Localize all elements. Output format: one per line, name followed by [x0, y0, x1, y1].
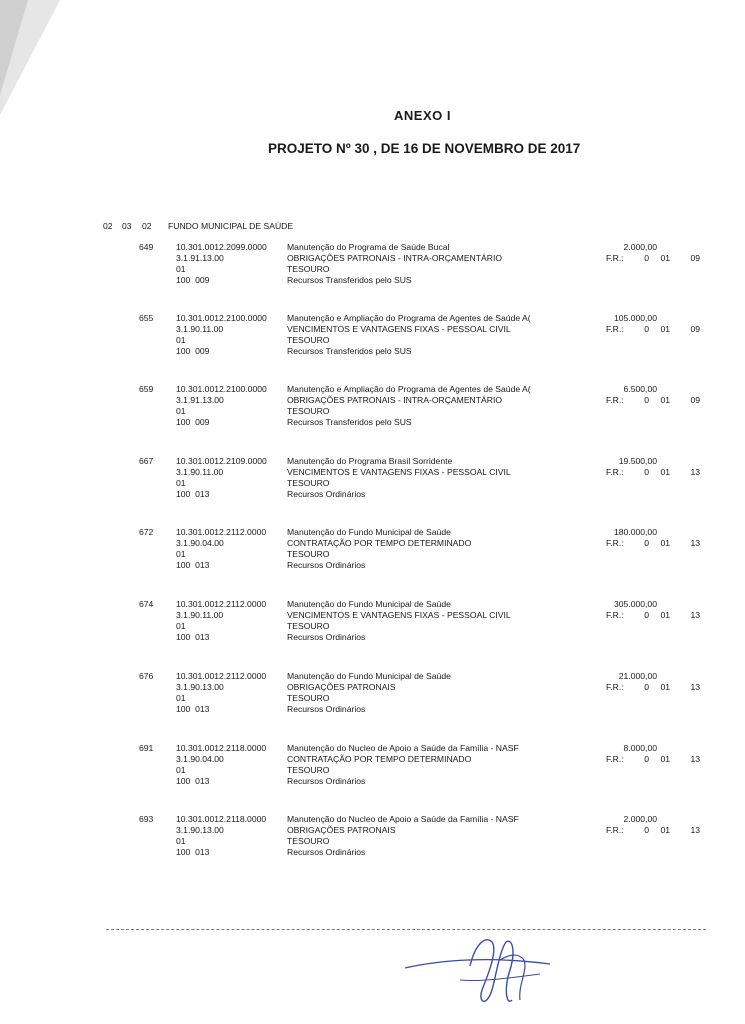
entry-number: 659 [139, 384, 154, 394]
entry-element-code: 3.1.90.04.00 [176, 754, 224, 764]
fund-code-1: 02 [103, 221, 113, 231]
entry-program-desc: Manutenção e Ampliação do Programa de Agentes de Saúde A( [287, 313, 531, 323]
entry-resource-code: 100 009 [176, 417, 210, 427]
entry-program-desc: Manutenção do Nucleo de Apoio a Saúde da Família - NASF [287, 743, 519, 753]
page-corner-fold [0, 0, 28, 95]
entry-program-code: 10.301.0012.2112.0000 [176, 599, 267, 609]
fr-1: 0 [644, 610, 649, 620]
entry-source-desc: TESOURO [287, 549, 330, 559]
fund-header [103, 221, 293, 231]
signature-mark [400, 930, 570, 1015]
entry-source-code: 01 [176, 765, 186, 775]
fr-3: 13 [690, 825, 700, 835]
entry-number: 672 [139, 527, 154, 537]
entry-element-code: 3.1.91.13.00 [176, 395, 224, 405]
entry-element-desc: OBRIGAÇÕES PATRONAIS - INTRA-ORÇAMENTÁRIO [287, 253, 503, 263]
entry-element-code: 3.1.90.11.00 [176, 324, 224, 334]
entry-fr [606, 610, 700, 621]
entry-amount: 8.000,00 [623, 743, 657, 753]
entry-resource-desc: Recursos Transferidos pelo SUS [287, 417, 412, 427]
entry-resource-desc: Recursos Ordinários [287, 704, 366, 714]
entry-fr [606, 754, 700, 765]
entry-source-code: 01 [176, 693, 186, 703]
entry-source-desc: TESOURO [287, 264, 330, 274]
entry-resource-desc: Recursos Ordinários [287, 776, 366, 786]
entry-source-desc: TESOURO [287, 621, 330, 631]
entry-amount: 19.500,00 [618, 456, 657, 466]
entry-source-code: 01 [176, 264, 186, 274]
entry-program-code: 10.301.0012.2118.0000 [176, 814, 267, 824]
fr-2: 01 [660, 253, 670, 263]
fr-3: 09 [690, 324, 700, 334]
entry-source-desc: TESOURO [287, 478, 330, 488]
entry-resource-desc: Recursos Ordinários [287, 632, 366, 642]
fr-2: 01 [660, 754, 670, 764]
fund-name: FUNDO MUNICIPAL DE SAÚDE [168, 221, 294, 231]
entry-source-code: 01 [176, 621, 186, 631]
entry-resource-desc: Recursos Ordinários [287, 560, 366, 570]
entry-resource-desc: Recursos Transferidos pelo SUS [287, 346, 412, 356]
fr-1: 0 [644, 395, 649, 405]
fr-2: 01 [660, 467, 670, 477]
entry-amount: 6.500,00 [623, 384, 657, 394]
entry-resource-code: 100 009 [176, 346, 210, 356]
entry-number: 649 [139, 242, 154, 252]
entry-element-code: 3.1.90.13.00 [176, 825, 224, 835]
fr-3: 13 [690, 754, 700, 764]
entry-amount: 2.000,00 [623, 242, 657, 252]
fr-2: 01 [660, 538, 670, 548]
fr-1: 0 [644, 825, 649, 835]
entry-fr [606, 324, 700, 335]
entry-amount: 305.000,00 [613, 599, 657, 609]
fr-label: F.R.: [606, 754, 624, 764]
fr-3: 13 [690, 610, 700, 620]
fr-3: 13 [690, 682, 700, 692]
entry-source-desc: TESOURO [287, 836, 330, 846]
entry-resource-code: 100 013 [176, 560, 210, 570]
entry-program-desc: Manutenção e Ampliação do Programa de Agentes de Saúde A( [287, 384, 531, 394]
page-subtitle: PROJETO Nº 30 , DE 16 DE NOVEMBRO DE 2017 [268, 141, 581, 156]
entry-fr [606, 682, 700, 693]
fr-label: F.R.: [606, 610, 624, 620]
fr-3: 09 [690, 395, 700, 405]
fr-2: 01 [660, 825, 670, 835]
entry-program-code: 10.301.0012.2100.0000 [176, 313, 267, 323]
fr-label: F.R.: [606, 825, 624, 835]
entry-amount: 105.000,00 [613, 313, 657, 323]
entry-resource-code: 100 013 [176, 632, 210, 642]
fr-2: 01 [660, 610, 670, 620]
fr-label: F.R.: [606, 682, 624, 692]
entry-element-desc: CONTRATAÇÃO POR TEMPO DETERMINADO [287, 538, 472, 548]
entry-source-code: 01 [176, 406, 186, 416]
fund-code-3: 02 [142, 221, 152, 231]
entry-source-code: 01 [176, 335, 186, 345]
entry-element-desc: VENCIMENTOS E VANTAGENS FIXAS - PESSOAL CIVIL [287, 324, 511, 334]
fr-3: 09 [690, 253, 700, 263]
entry-element-code: 3.1.90.13.00 [176, 682, 224, 692]
entry-element-desc: OBRIGAÇÕES PATRONAIS [287, 682, 396, 692]
entry-element-desc: OBRIGAÇÕES PATRONAIS [287, 825, 396, 835]
fr-label: F.R.: [606, 395, 624, 405]
entry-program-code: 10.301.0012.2112.0000 [176, 527, 267, 537]
fr-3: 13 [690, 467, 700, 477]
fr-1: 0 [644, 754, 649, 764]
entry-element-desc: OBRIGAÇÕES PATRONAIS - INTRA-ORÇAMENTÁRIO [287, 395, 503, 405]
entry-fr [606, 825, 700, 836]
entry-program-desc: Manutenção do Fundo Municipal de Saúde [287, 527, 451, 537]
fr-label: F.R.: [606, 324, 624, 334]
entry-resource-desc: Recursos Ordinários [287, 489, 366, 499]
entry-source-code: 01 [176, 478, 186, 488]
entry-program-desc: Manutenção do Fundo Municipal de Saúde [287, 671, 451, 681]
entry-program-code: 10.301.0012.2100.0000 [176, 384, 267, 394]
entry-source-desc: TESOURO [287, 765, 330, 775]
entry-number: 691 [139, 743, 154, 753]
entry-program-desc: Manutenção do Programa Brasil Sorridente [287, 456, 453, 466]
entry-element-code: 3.1.90.11.00 [176, 610, 224, 620]
entry-program-code: 10.301.0012.2099.0000 [176, 242, 267, 252]
fund-code-2: 03 [122, 221, 132, 231]
fr-3: 13 [690, 538, 700, 548]
entry-program-code: 10.301.0012.2109.0000 [176, 456, 267, 466]
entry-fr [606, 538, 700, 549]
entry-number: 676 [139, 671, 154, 681]
entry-element-desc: CONTRATAÇÃO POR TEMPO DETERMINADO [287, 754, 472, 764]
fr-1: 0 [644, 253, 649, 263]
entry-resource-code: 100 009 [176, 275, 210, 285]
entry-element-code: 3.1.91.13.00 [176, 253, 224, 263]
entry-source-code: 01 [176, 549, 186, 559]
entry-element-code: 3.1.90.11.00 [176, 467, 224, 477]
entry-source-code: 01 [176, 836, 186, 846]
page-title: ANEXO I [394, 108, 451, 123]
entry-program-code: 10.301.0012.2112.0000 [176, 671, 267, 681]
entry-number: 655 [139, 313, 154, 323]
entry-fr [606, 395, 700, 406]
entry-number: 693 [139, 814, 154, 824]
entry-resource-desc: Recursos Ordinários [287, 847, 366, 857]
entry-amount: 2.000,00 [623, 814, 657, 824]
fr-1: 0 [644, 467, 649, 477]
entry-fr [606, 467, 700, 478]
entry-source-desc: TESOURO [287, 335, 330, 345]
entry-number: 667 [139, 456, 154, 466]
entry-program-code: 10.301.0012.2118.0000 [176, 743, 267, 753]
entry-element-code: 3.1.90.04.00 [176, 538, 224, 548]
entry-resource-code: 100 013 [176, 847, 210, 857]
entry-resource-code: 100 013 [176, 489, 210, 499]
fr-label: F.R.: [606, 538, 624, 548]
fr-label: F.R.: [606, 467, 624, 477]
fr-1: 0 [644, 324, 649, 334]
entry-amount: 180.000,00 [613, 527, 657, 537]
fr-label: F.R.: [606, 253, 624, 263]
fr-1: 0 [644, 682, 649, 692]
entry-resource-desc: Recursos Transferidos pelo SUS [287, 275, 412, 285]
entry-source-desc: TESOURO [287, 406, 330, 416]
entry-program-desc: Manutenção do Nucleo de Apoio a Saúde da Família - NASF [287, 814, 519, 824]
fr-2: 01 [660, 324, 670, 334]
entry-source-desc: TESOURO [287, 693, 330, 703]
entry-number: 674 [139, 599, 154, 609]
fr-2: 01 [660, 682, 670, 692]
fr-1: 0 [644, 538, 649, 548]
entry-element-desc: VENCIMENTOS E VANTAGENS FIXAS - PESSOAL CIVIL [287, 467, 511, 477]
entry-amount: 21.000,00 [618, 671, 657, 681]
entry-resource-code: 100 013 [176, 776, 210, 786]
entry-program-desc: Manutenção do Fundo Municipal de Saúde [287, 599, 451, 609]
fr-2: 01 [660, 395, 670, 405]
entry-program-desc: Manutenção do Programa de Saúde Bucal [287, 242, 450, 252]
entry-element-desc: VENCIMENTOS E VANTAGENS FIXAS - PESSOAL CIVIL [287, 610, 511, 620]
entry-fr [606, 253, 700, 264]
entry-resource-code: 100 013 [176, 704, 210, 714]
